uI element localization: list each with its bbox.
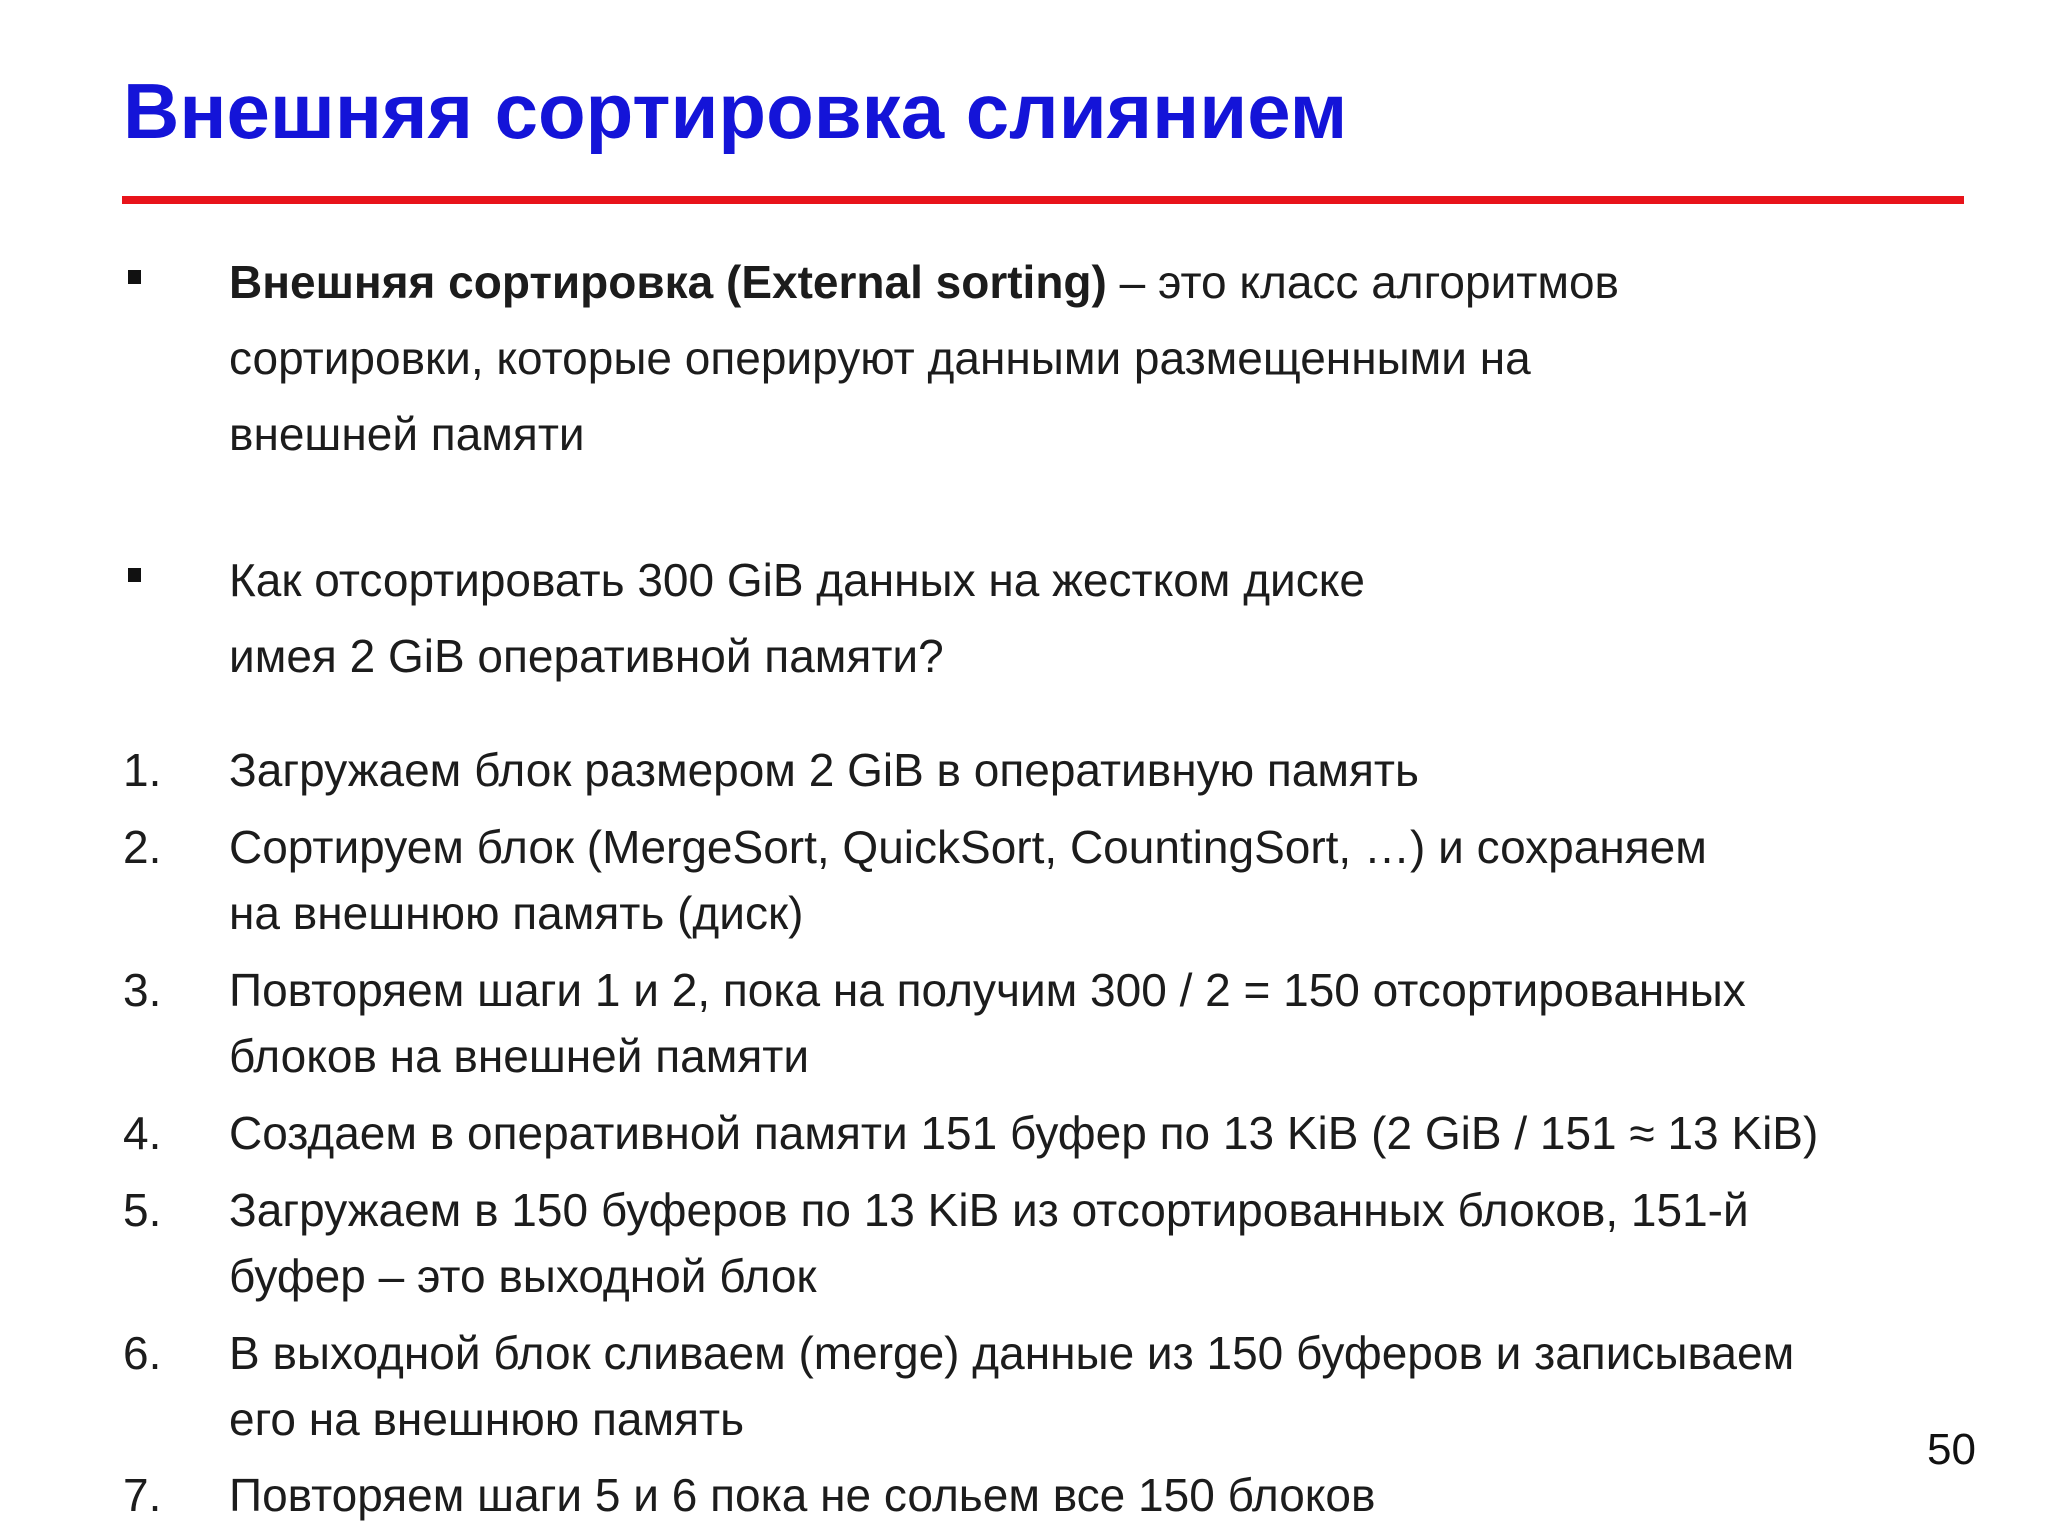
bullet-marker <box>128 270 141 284</box>
step-1-number: 1. <box>123 744 162 796</box>
step-7-number: 7. <box>123 1469 162 1521</box>
bullet-2-line-2: имея 2 GiB оперативной памяти? <box>229 630 944 682</box>
step-5-line-1: Загружаем в 150 буферов по 13 KiB из отсортированных блоков, 151-й <box>229 1184 1749 1236</box>
step-6-line-2: его на внешнюю память <box>229 1393 745 1445</box>
step-5-number: 5. <box>123 1184 162 1236</box>
slide-title: Внешняя сортировка слиянием <box>123 67 1348 155</box>
step-6-number: 6. <box>123 1327 162 1379</box>
step-7-line-1: Повторяем шаги 5 и 6 пока не сольем все 150 блоков <box>229 1469 1376 1521</box>
bullet-2-line-1: Как отсортировать 300 GiB данных на жестком диске <box>229 554 1365 606</box>
page-number: 50 <box>1927 1425 1976 1474</box>
step-5-line-2: буфер – это выходной блок <box>229 1250 817 1302</box>
step-4-line-1: Создаем в оперативной памяти 151 буфер по 13 KiB (2 GiB / 151 ≈ 13 KiB) <box>229 1107 1819 1159</box>
step-3-number: 3. <box>123 964 162 1016</box>
bullet-1-term: Внешняя сортировка (External sorting) <box>229 256 1107 308</box>
step-2-line-1: Сортируем блок (MergeSort, QuickSort, CountingSort, …) и сохраняем <box>229 821 1707 873</box>
step-6-line-1: В выходной блок сливаем (merge) данные из 150 буферов и записываем <box>229 1327 1795 1379</box>
bullet-marker <box>128 568 141 582</box>
title-underline <box>122 196 1964 204</box>
bullet-1-line-1 <box>229 244 1619 320</box>
bullet-1-line-3: внешней памяти <box>229 408 585 460</box>
bullet-1-line-2: сортировки, которые оперируют данными размещенными на <box>229 332 1531 384</box>
step-3-line-1: Повторяем шаги 1 и 2, пока на получим 300 / 2 = 150 отсортированных <box>229 964 1746 1016</box>
bullet-1-definition: – это класс алгоритмов <box>1106 256 1619 308</box>
step-4-number: 4. <box>123 1107 162 1159</box>
step-1-line-1: Загружаем блок размером 2 GiB в оперативную память <box>229 744 1419 796</box>
step-3-line-2: блоков на внешней памяти <box>229 1030 810 1082</box>
step-2-line-2: на внешнюю память (диск) <box>229 887 804 939</box>
step-2-number: 2. <box>123 821 162 873</box>
